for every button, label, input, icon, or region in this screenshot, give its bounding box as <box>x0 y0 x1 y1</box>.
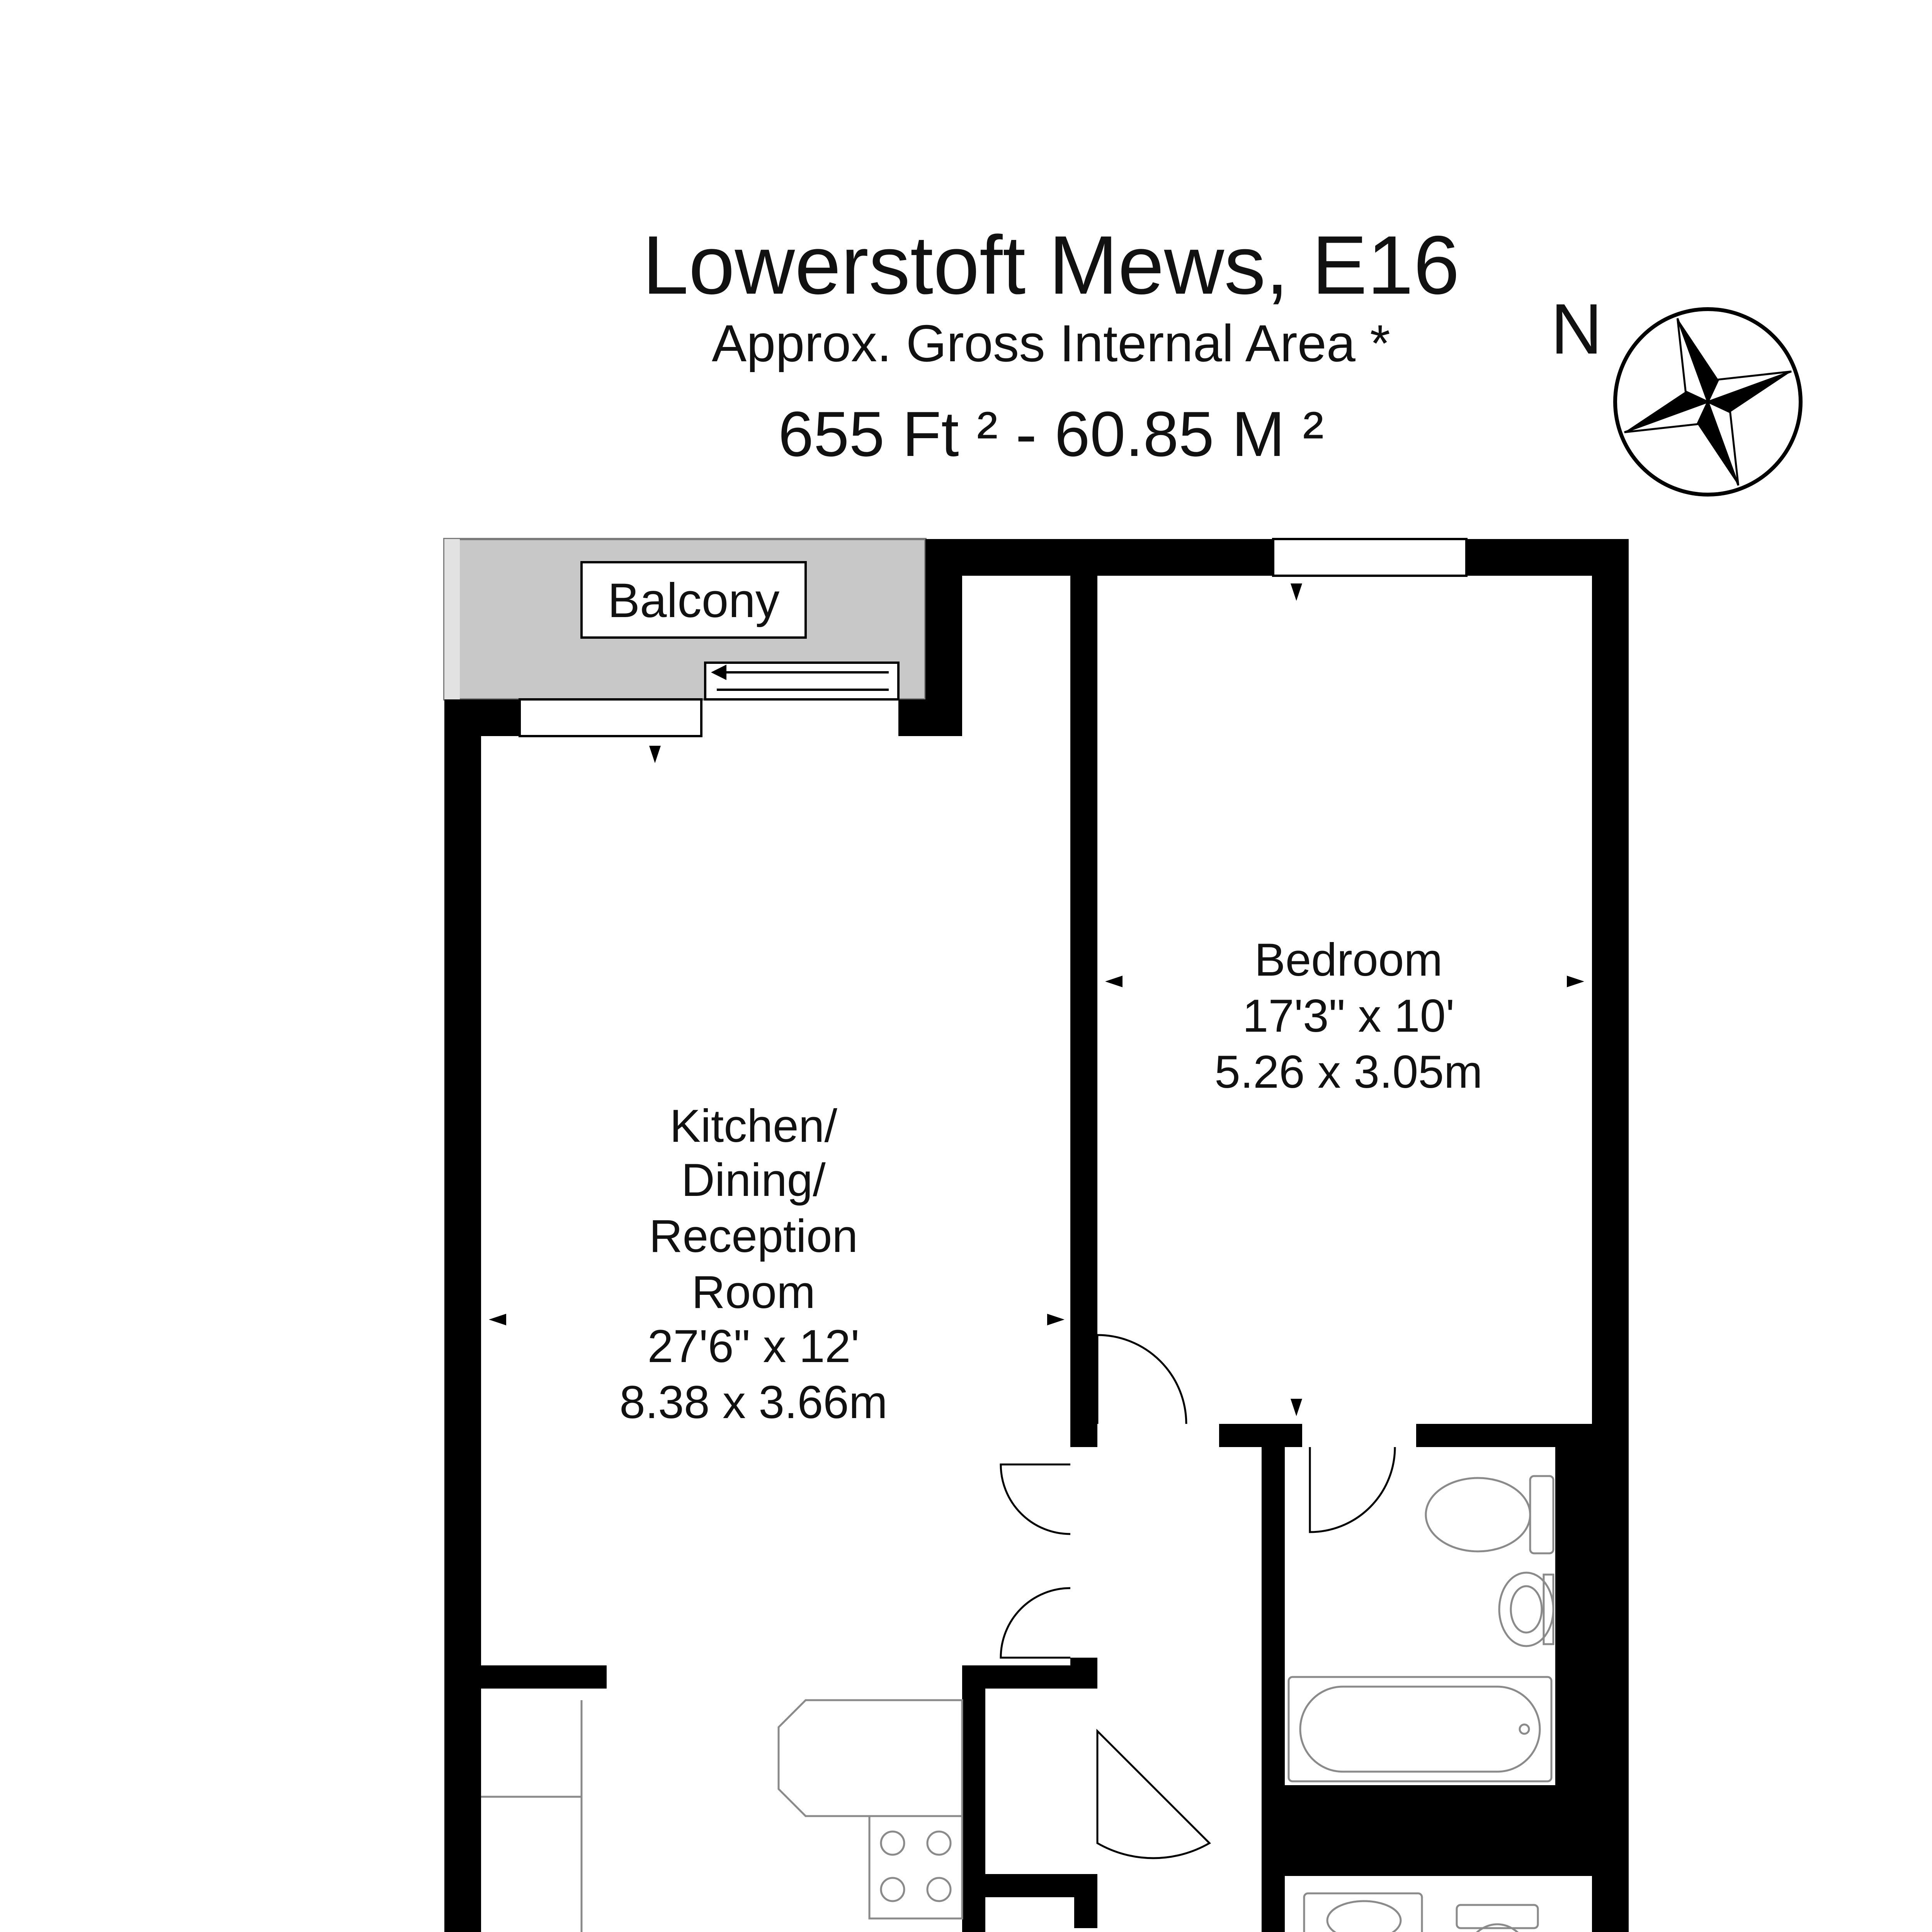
kitchen-imperial: 27'6" x 12' <box>647 1320 860 1372</box>
basin-icon <box>1499 1573 1553 1646</box>
window-bedroom <box>1273 539 1466 576</box>
area-subtitle: Approx. Gross Internal Area * <box>712 314 1390 372</box>
wc-basin-icon <box>1327 1901 1401 1932</box>
toilet-icon <box>1530 1476 1553 1553</box>
kitchen-label <box>619 1100 888 1428</box>
balcony-sliding-door <box>705 663 898 699</box>
bathroom-fixtures <box>1289 1476 1553 1781</box>
compass-rose-icon <box>1594 288 1822 516</box>
balcony-label: Balcony <box>607 574 780 628</box>
internal-walls <box>481 576 1594 1932</box>
wc-fixtures <box>1304 1893 1538 1932</box>
area-value: 655 Ft ² - 60.85 M ² <box>778 398 1324 469</box>
bedroom-imperial: 17'3" x 10' <box>1242 990 1455 1042</box>
hob-icon <box>869 1816 962 1918</box>
bedroom-label <box>1214 934 1483 1098</box>
compass <box>1551 288 1822 516</box>
kitchen-name-line: Dining/ <box>681 1154 826 1206</box>
compass-north-label: N <box>1551 289 1602 369</box>
kitchen-name-line: Kitchen/ <box>670 1100 837 1152</box>
kitchen-units <box>481 1700 962 1932</box>
external-walls <box>444 539 1629 1932</box>
bedroom-name: Bedroom <box>1254 934 1443 986</box>
window-living <box>520 699 701 736</box>
kitchen-metric: 8.38 x 3.66m <box>619 1376 888 1428</box>
bedroom-metric: 5.26 x 3.05m <box>1214 1046 1483 1098</box>
kitchen-name-line: Room <box>691 1266 816 1318</box>
bath-icon <box>1289 1677 1551 1781</box>
kitchen-name-line: Reception <box>649 1210 858 1262</box>
plan-title: Lowerstoft Mews, E16 <box>642 218 1460 311</box>
